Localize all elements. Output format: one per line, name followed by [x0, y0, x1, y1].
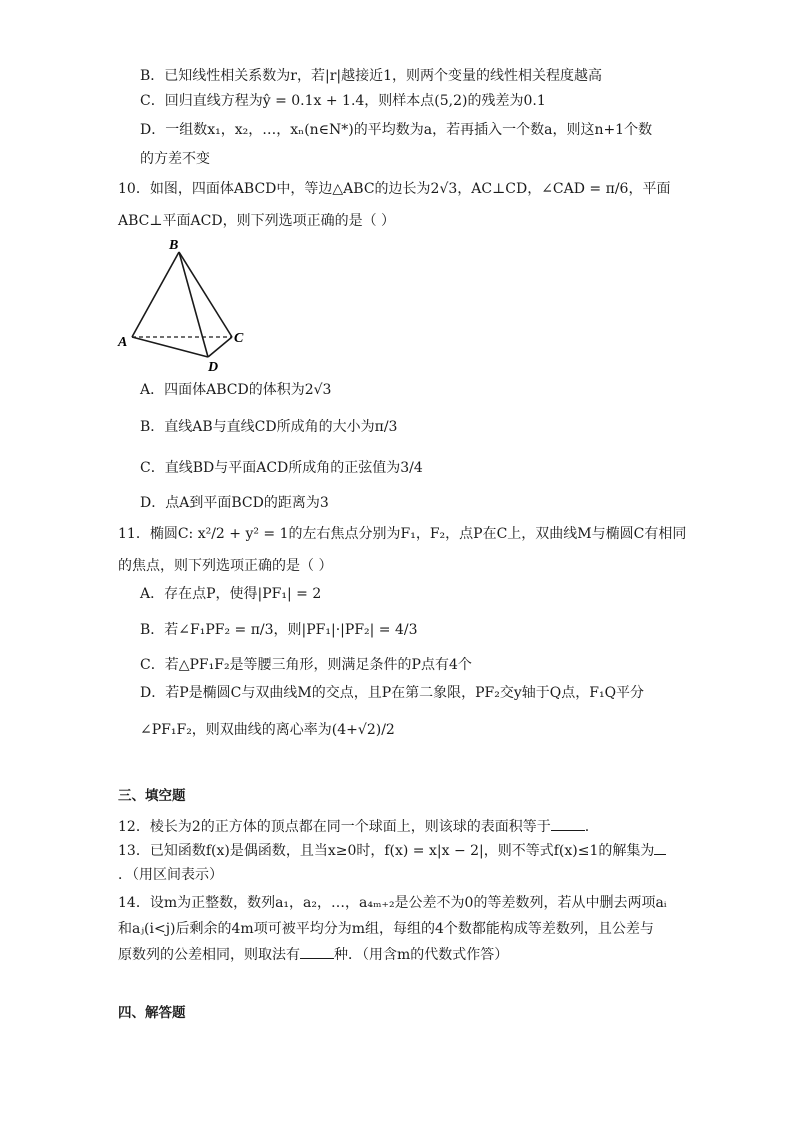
- q10-stem-line2: ABC⊥平面ACD，则下列选项正确的是（ ）: [118, 213, 396, 229]
- q11-stem-line1: 11．椭圆C: x²/2 + y² = 1的左右焦点分别为F₁，F₂，点P在C上，双曲线M与椭圆C有相同: [118, 526, 687, 542]
- q13-text-line2: ．（用区间表示）: [118, 867, 223, 883]
- q11-option-b: B．若∠F₁PF₂ = π/3，则|PF₁|·|PF₂| = 4/3: [140, 622, 418, 638]
- q14-text-line1: 14．设m为正整数，数列a₁，a₂，…，a₄ₘ₊₂是公差不为0的等差数列，若从中删去两项aᵢ: [118, 895, 667, 911]
- q12-text: [118, 818, 589, 836]
- q13-answer-blank[interactable]: [654, 842, 666, 855]
- q10-stem-line1: 10．如图，四面体ABCD中，等边△ABC的边长为2√3，AC⊥CD，∠CAD = π/6，平面: [118, 181, 671, 197]
- q10-option-d: D．点A到平面BCD的距离为3: [140, 495, 329, 511]
- q9-option-d-line1: D．一组数x₁，x₂，…，xₙ(n∈N*)的平均数为a，若再插入一个数a，则这n+1个数: [140, 122, 653, 138]
- vertex-label-c: C: [234, 331, 244, 346]
- edge-ad: [132, 337, 208, 357]
- q11-option-d-line1: D．若P是椭圆C与双曲线M的交点，且P在第二象限，PF₂交y轴于Q点，F₁Q平分: [140, 685, 645, 701]
- q11-stem-line2: 的焦点，则下列选项正确的是（ ）: [118, 558, 333, 574]
- q14-text-line2: 和aⱼ(i<j)后剩余的4m项可被平均分为m组，每组的4个数都能构成等差数列，且公差与: [118, 921, 654, 937]
- q13-text-part1: 13．已知函数f(x)是偶函数，且当x≥0时，f(x) = x|x − 2|，则不等式f(x)≤1的解集为: [118, 843, 655, 859]
- q12-answer-blank[interactable]: [551, 818, 585, 831]
- edge-dc: [208, 337, 232, 357]
- q10-option-a: A．四面体ABCD的体积为2√3: [140, 382, 332, 398]
- q14-text-line3: [118, 946, 508, 964]
- edge-ab: [132, 252, 179, 337]
- q12-text-before: 12．棱长为2的正方体的顶点都在同一个球面上，则该球的表面积等于: [118, 819, 551, 835]
- q10-option-c: C．直线BD与平面ACD所成角的正弦值为3/4: [140, 460, 423, 476]
- vertex-label-b: B: [169, 238, 179, 253]
- edge-bc: [179, 252, 232, 337]
- q9-option-b: B．已知线性相关系数为r，若|r|越接近1，则两个变量的线性相关程度越高: [140, 68, 603, 84]
- tetrahedron-figure: [112, 234, 252, 372]
- q14-text-part3-before: 原数列的公差相同，则取法有: [118, 947, 300, 963]
- q10-option-b: B．直线AB与直线CD所成角的大小为π/3: [140, 419, 398, 435]
- q11-option-c: C．若△PF₁F₂是等腰三角形，则满足条件的P点有4个: [140, 657, 472, 673]
- section-heading-fill-in: 三、填空题: [118, 788, 186, 804]
- section-heading-answer-questions: 四、解答题: [118, 1005, 186, 1021]
- vertex-label-d: D: [208, 360, 219, 372]
- q12-text-after: .: [584, 819, 590, 835]
- q13-text-line1: [118, 842, 666, 860]
- q9-option-d-line2: 的方差不变: [140, 151, 210, 167]
- q9-option-c: C．回归直线方程为ŷ = 0.1x + 1.4，则样本点(5,2)的残差为0.1: [140, 93, 546, 109]
- q11-option-d-line2: ∠PF₁F₂，则双曲线的离心率为(4+√2)/2: [140, 722, 395, 738]
- vertex-label-a: A: [118, 335, 128, 350]
- q14-answer-blank[interactable]: [300, 946, 334, 959]
- q11-option-a: A．存在点P，使得|PF₁| = 2: [140, 586, 322, 602]
- edge-bd: [179, 252, 208, 357]
- q14-text-part3-after: 种．（用含m的代数式作答）: [334, 947, 509, 963]
